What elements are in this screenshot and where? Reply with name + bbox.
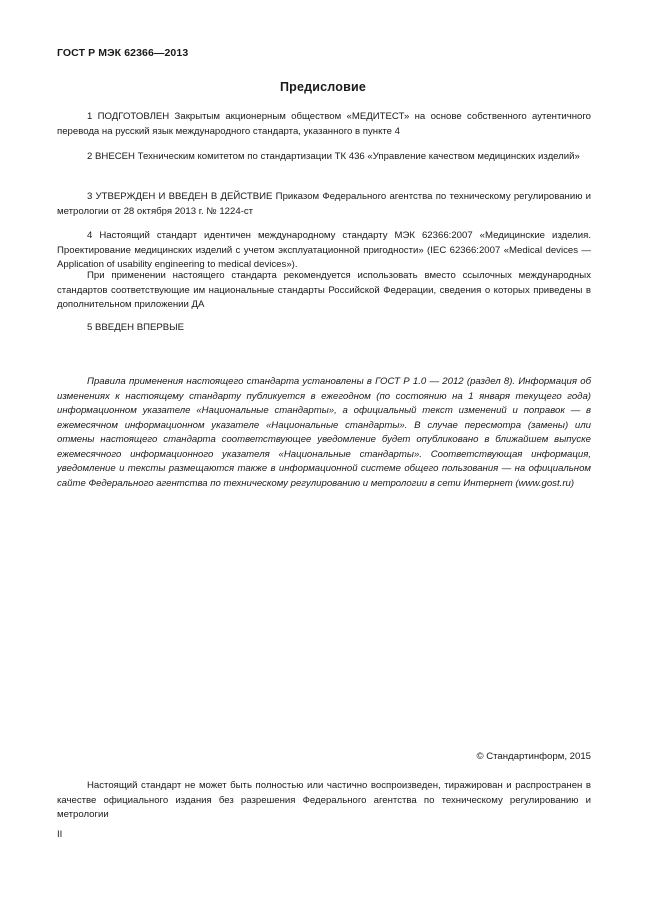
copyright-line: © Стандартинформ, 2015 bbox=[476, 751, 591, 762]
paragraph-approved: 3 УТВЕРЖДЕН И ВВЕДЕН В ДЕЙСТВИЕ Приказом Федерального агентства по техническому регулированию и метрологии от 28 октября 2013 г. № 1224-ст bbox=[57, 191, 591, 217]
reproduction-notice: Настоящий стандарт не может быть полностью или частично воспроизведен, тиражирован и распространен в качестве официального издания без разрешения Федерального агентства по техническому регулированию и метрологии bbox=[57, 780, 591, 820]
paragraph-identical-standard: 4 Настоящий стандарт идентичен международному стандарту МЭК 62366:2007 «Медицинские изделия. Проектирование медицинских изделий с учетом эксплуатационной пригодности» (IEC 62366:2007 «Medical devices — Application of usability engineering to medical devices»). bbox=[57, 230, 591, 270]
page-title: Предисловие bbox=[279, 80, 367, 94]
paragraph-introduced-by: 2 ВНЕСЕН Техническим комитетом по стандартизации ТК 436 «Управление качеством медицинских изделий» bbox=[87, 151, 580, 162]
paragraph-prepared-by: 1 ПОДГОТОВЛЕН Закрытым акционерным обществом «МЕДИТЕСТ» на основе собственного аутентичного перевода на русский язык международного стандарта, указанного в пункте 4 bbox=[57, 111, 591, 137]
page-number: II bbox=[57, 829, 63, 840]
paragraph-first-introduced: 5 ВВЕДЕН ВПЕРВЫЕ bbox=[87, 322, 185, 333]
standard-code-header: ГОСТ Р МЭК 62366—2013 bbox=[57, 47, 189, 59]
application-rules-notice: Правила применения настоящего стандарта установлены в ГОСТ Р 1.0 — 2012 (раздел 8). Информация об изменениях к настоящему стандарту публикуется в ежегодном (по состоянию на 1 января текущего года) информационном указателе «Национальные стандарты», а официальный текст изменений и поправок — в ежемесячном информационном указателе «Национальные стандарты». В случае пересмотра (замены) или отмены настоящего стандарта соответствующее уведомление будет опубликовано в ближайшем выпуске ежемесячного информационного указателя «Национальные стандарты». Соответствующая информация, уведомление и тексты размещаются также в информационной системе общего пользования — на официальном сайте Федерального агентства по техническому регулированию и метрологии в сети Интернет (www.gost.ru) bbox=[57, 376, 591, 489]
paragraph-reference-note: При применении настоящего стандарта рекомендуется использовать вместо ссылочных международных стандартов соответствующие им национальные стандарты Российской Федерации, сведения о которых приведены в дополнительном приложении ДА bbox=[57, 270, 591, 310]
